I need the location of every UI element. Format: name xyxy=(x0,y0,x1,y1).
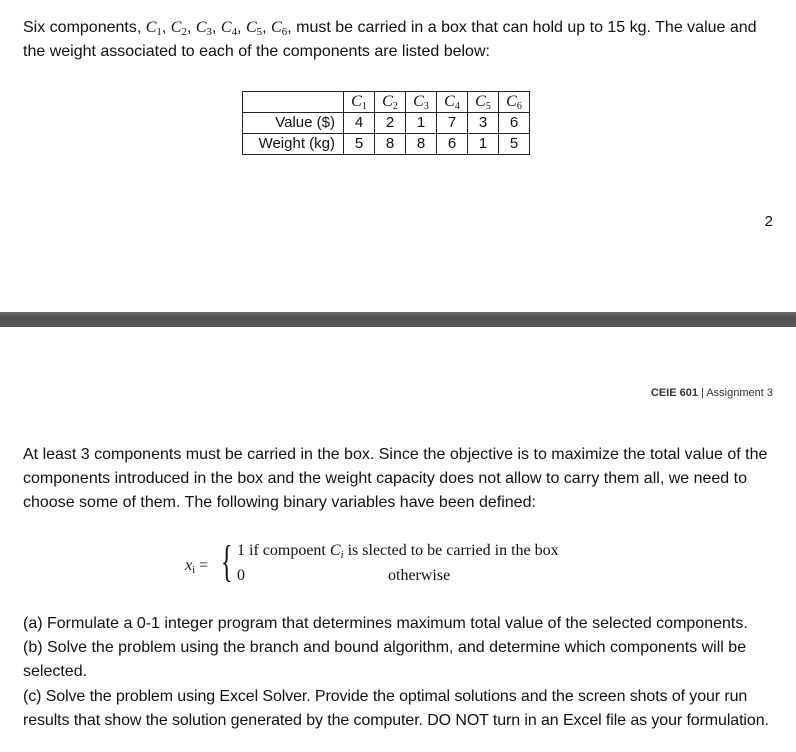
intro-paragraph: Six components, $C_1$, $C_2$, $C_3$, $C_4$, $C_5$, $C_6$, must be carried in a box that can hold up to 15 kg. The value and the weight associated to each of the components are listed below: xyxy=(23,19,757,60)
table-cell: 5 xyxy=(499,134,530,155)
components-table xyxy=(242,91,530,155)
table-cell: 7 xyxy=(437,113,468,134)
col-header-c6: $C_6$ xyxy=(499,92,530,113)
question-b: (b) Solve the problem using the branch and bound algorithm, and determine which components will be selected. xyxy=(23,639,747,680)
table-cell: 1 xyxy=(406,113,437,134)
col-header-c3: $C_3$ xyxy=(406,92,437,113)
table-cell: 8 xyxy=(375,134,406,155)
table-cell: 6 xyxy=(499,113,530,134)
page-number: 2 xyxy=(764,213,773,230)
table-corner-cell xyxy=(243,92,344,113)
table-cell: 4 xyxy=(344,113,375,134)
col-header-c4: $C_4$ xyxy=(437,92,468,113)
row-label-weight: Weight (kg) xyxy=(243,134,344,155)
table-row-value xyxy=(243,113,530,134)
question-a: (a) Formulate a 0-1 integer program that determines maximum total value of the selected components. xyxy=(23,615,748,632)
component-c5: $C_5$ xyxy=(245,19,263,38)
table-cell: 5 xyxy=(344,134,375,155)
table-cell: 8 xyxy=(406,134,437,155)
formula-case-1: 1 if compoent $C_i$ is slected to be carried in the box xyxy=(237,542,559,561)
formula-case-2-text: otherwise xyxy=(388,567,451,584)
table-cell: 1 xyxy=(468,134,499,155)
intro-text-start: Six components, xyxy=(23,19,146,36)
table-cell: 6 xyxy=(437,134,468,155)
col-header-c2: $C_2$ xyxy=(375,92,406,113)
formula-brace: { xyxy=(221,537,233,586)
page-break-divider xyxy=(0,312,796,327)
table-cell: 2 xyxy=(375,113,406,134)
question-c: (c) Solve the problem using Excel Solver. Provide the optimal solutions and the screen shots of your run results that show the solution generated by the computer. DO NOT turn in an Excel file as your formulation. xyxy=(23,688,769,729)
page-header xyxy=(651,387,773,399)
component-c4: $C_4$ xyxy=(220,19,238,38)
table-header-row xyxy=(243,92,530,113)
assignment-title: Assignment 3 xyxy=(706,387,773,399)
intro-text-end: , must be carried in a box that can hold up to 15 kg. The value and the weight associated to each of the components are listed below: xyxy=(23,19,757,60)
row-label-value: Value ($) xyxy=(243,113,344,134)
header-separator: | xyxy=(697,387,707,399)
component-c2: $C_2$ xyxy=(170,19,187,38)
table-row-weight xyxy=(243,134,530,155)
formula-lhs: $x_i$ = xyxy=(185,557,209,576)
component-c1: $C_1$ xyxy=(145,19,162,38)
objective-paragraph: At least 3 components must be carried in the box. Since the objective is to maximize the total value of the components introduced in the box and the weight capacity does not allow to carry them all, we need to choose some of them. The following binary variables have been defined: xyxy=(23,446,768,511)
component-c3: $C_3$ xyxy=(195,19,213,38)
table-cell: 3 xyxy=(468,113,499,134)
formula-case-2-value: 0 xyxy=(237,567,245,584)
col-header-c1: $C_1$ xyxy=(344,92,375,113)
col-header-c5: $C_5$ xyxy=(468,92,499,113)
component-c6: $C_6$ xyxy=(271,19,288,38)
course-code: CEIE 601 xyxy=(650,387,698,399)
binary-variable-definition xyxy=(185,537,645,590)
